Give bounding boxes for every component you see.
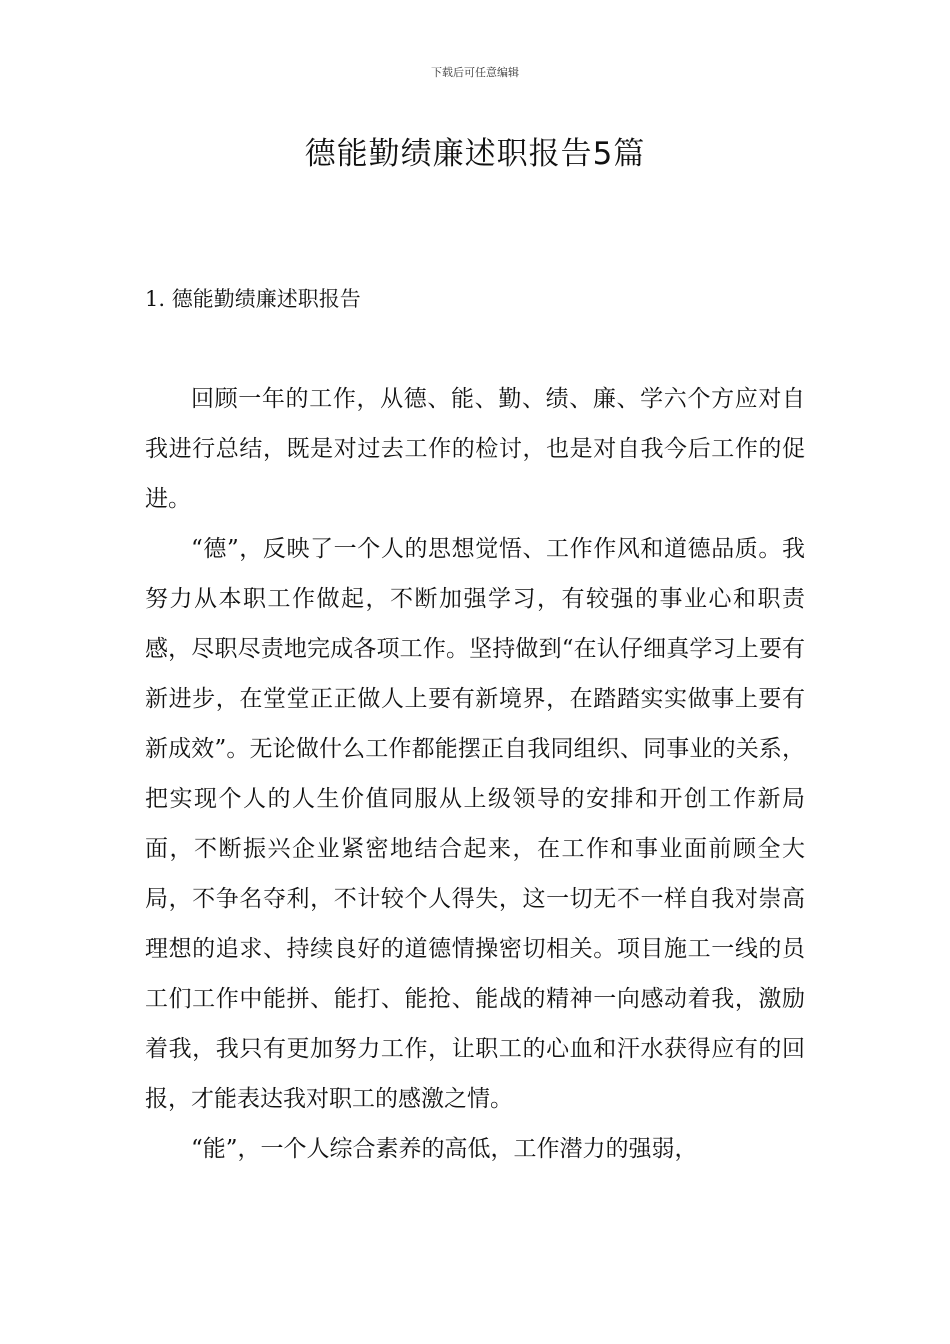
paragraph-intro: 回顾一年的工作，从德、能、勤、绩、廉、学六个方应对自我进行总结，既是对过去工作的检讨，也是对自我今后工作的促进。 <box>145 386 805 512</box>
page-header-note: 下载后可任意编辑 <box>431 66 519 79</box>
section-heading: 1. 德能勤绩廉述职报告 <box>145 287 361 311</box>
document-title: 德能勤绩廉述职报告5篇 <box>304 136 646 172</box>
document-body <box>145 374 805 1174</box>
paragraph-neng: “能”，一个人综合素养的高低，工作潜力的强弱， <box>191 1136 698 1162</box>
paragraph-de: “德”，反映了一个人的思想觉悟、工作作风和道德品质。我努力从本职工作做起，不断加强学习，有较强的事业心和职责感，尽职尽责地完成各项工作。坚持做到“在认仔细真学习上要有新进步，在堂堂正正做人上要有新境界，在踏踏实实做事上要有新成效”。无论做什么工作都能摆正自我同组织、同事业的关系，把实现个人的人生价值同服从上级领导的安排和开创工作新局面，不断振兴企业紧密地结合起来，在工作和事业面前顾全大局，不争名夺利，不计较个人得失，这一切无不一样自我对崇高理想的追求、持续良好的道德情操密切相关。项目施工一线的员工们工作中能拼、能打、能抢、能战的精神一向感动着我，激励着我，我只有更加努力工作，让职工的心血和汗水获得应有的回报，才能表达我对职工的感激之情。 <box>145 536 805 1112</box>
